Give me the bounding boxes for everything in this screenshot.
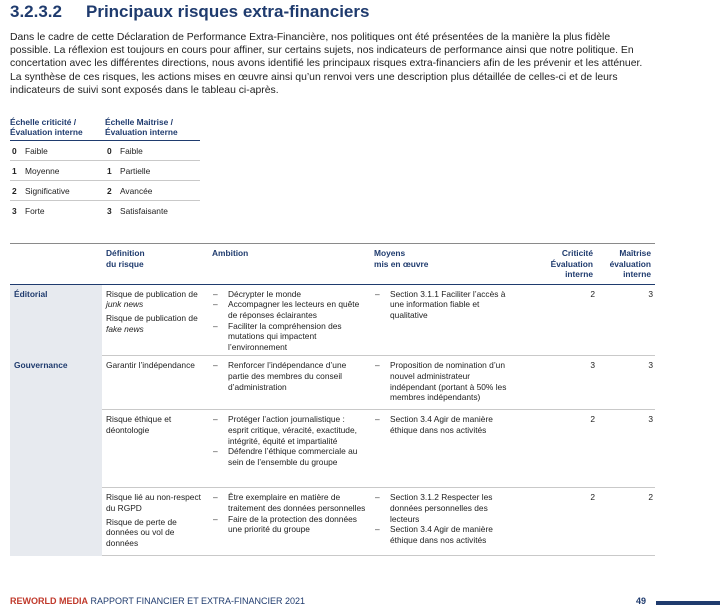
header-ambition: Ambition xyxy=(208,244,370,285)
scale-row: 0 Faible 0 Faible xyxy=(10,141,200,161)
moyens-cell xyxy=(370,356,515,410)
category-cell xyxy=(10,488,102,556)
list-item: – Accompagner les lecteurs en quête de réponses éclairantes xyxy=(212,299,366,320)
definition-cell: Risque éthique et déontologie xyxy=(102,410,208,488)
criticality-scale-header: Échelle criticité / Évaluation interne xyxy=(10,117,105,141)
header-moyens: Moyens mis en œuvre xyxy=(370,244,515,285)
list-item: – Section 3.4 Agir de manière éthique dans nos activités xyxy=(374,414,511,435)
scale-row: 2 Significative 2 Avancée xyxy=(10,181,200,201)
risk-row xyxy=(10,284,655,356)
criticite-value: 2 xyxy=(515,284,597,356)
list-item: – Section 3.1.1 Faciliter l’accès à une information fiable et qualitative xyxy=(374,289,511,321)
moyens-cell xyxy=(370,488,515,556)
section-heading xyxy=(10,2,369,22)
maitrise-value: 3 xyxy=(597,284,655,356)
page-footer xyxy=(10,596,305,606)
category-cell: Éditorial xyxy=(10,284,102,356)
ambition-cell xyxy=(208,410,370,488)
list-item: – Protéger l’action journalistique : esprit critique, véracité, exactitude, intégrité, équité et impartialité xyxy=(212,414,366,446)
scale-legend-table xyxy=(10,117,200,220)
header-criticite: Criticité Évaluation interne xyxy=(515,244,597,285)
moyens-cell xyxy=(370,284,515,356)
control-scale-header: Échelle Maitrise / Évaluation interne xyxy=(105,117,200,141)
list-item: – Section 3.1.2 Respecter les données personnelles des lecteurs xyxy=(374,492,511,524)
list-item: – Renforcer l’indépendance d’une partie des membres du conseil d’administration xyxy=(212,360,366,392)
maitrise-value: 3 xyxy=(597,410,655,488)
list-item: – Faciliter la compréhension des mutations qui impactent l’environnement xyxy=(212,321,366,353)
list-item: – Décrypter le monde xyxy=(212,289,366,300)
intro-paragraph: Dans le cadre de cette Déclaration de Performance Extra-Financière, nos politiques ont été présentées de la manière la plus fidèle possible. La réflexion est toujours en cours pour affiner, sur certains sujets, nos indicateurs de performance ainsi que notre politique. En concertation avec les différentes directions, nous avons identifié les principaux risques extra-financiers afin de les prévenir et les atténuer. La synthèse de ces risques, les actions mises en œuvre ainsi qu’un renvoi vers une description plus détaillée de celles-ci et de leurs indicateurs de suivi sont exposés dans le tableau ci-après. xyxy=(10,32,643,96)
risk-table xyxy=(10,243,655,556)
header-definition: Définition du risque xyxy=(102,244,208,285)
section-number: 3.2.3.2 xyxy=(10,2,62,21)
risk-table-header xyxy=(10,244,655,285)
criticite-value: 3 xyxy=(515,356,597,410)
maitrise-value: 3 xyxy=(597,356,655,410)
risk-row xyxy=(10,488,655,556)
list-item: – Proposition de nomination d’un nouvel administrateur indépendant (portant à 50% les membres indépendants) xyxy=(374,360,511,402)
category-cell: Gouvernance xyxy=(10,356,102,410)
criticite-value: 2 xyxy=(515,488,597,556)
definition-cell: Risque lié au non-respect du RGPD Risque de perte de données ou vol de données xyxy=(102,488,208,556)
definition-cell: Garantir l’indépendance xyxy=(102,356,208,410)
list-item: – Section 3.4 Agir de manière éthique dans nos activités xyxy=(374,524,511,545)
footer-brand: REWORLD MEDIA xyxy=(10,596,88,606)
category-cell xyxy=(10,410,102,488)
page-number-bar xyxy=(656,601,720,605)
list-item: – Défendre l’éthique commerciale au sein de l’ensemble du groupe xyxy=(212,446,366,467)
scale-row: 3 Forte 3 Satisfaisante xyxy=(12,205,168,216)
risk-row xyxy=(10,356,655,410)
risk-row xyxy=(10,410,655,488)
maitrise-value: 2 xyxy=(597,488,655,556)
moyens-cell xyxy=(370,410,515,488)
section-title: Principaux risques extra-financiers xyxy=(86,2,370,21)
footer-doc-title: RAPPORT FINANCIER ET EXTRA-FINANCIER 2021 xyxy=(88,596,306,606)
criticite-value: 2 xyxy=(515,410,597,488)
ambition-cell xyxy=(208,356,370,410)
list-item: – Faire de la protection des données une priorité du groupe xyxy=(212,514,366,535)
definition-cell: Risque de publication de junk news Risque de publication de fake news xyxy=(102,284,208,356)
list-item: – Être exemplaire en matière de traitement des données personnelles xyxy=(212,492,366,513)
page-number: 49 xyxy=(636,596,647,606)
ambition-cell xyxy=(208,284,370,356)
scale-row: 1 Moyenne 1 Partielle xyxy=(10,161,200,181)
ambition-cell xyxy=(208,488,370,556)
header-maitrise: Maîtrise évaluation interne xyxy=(597,244,655,285)
